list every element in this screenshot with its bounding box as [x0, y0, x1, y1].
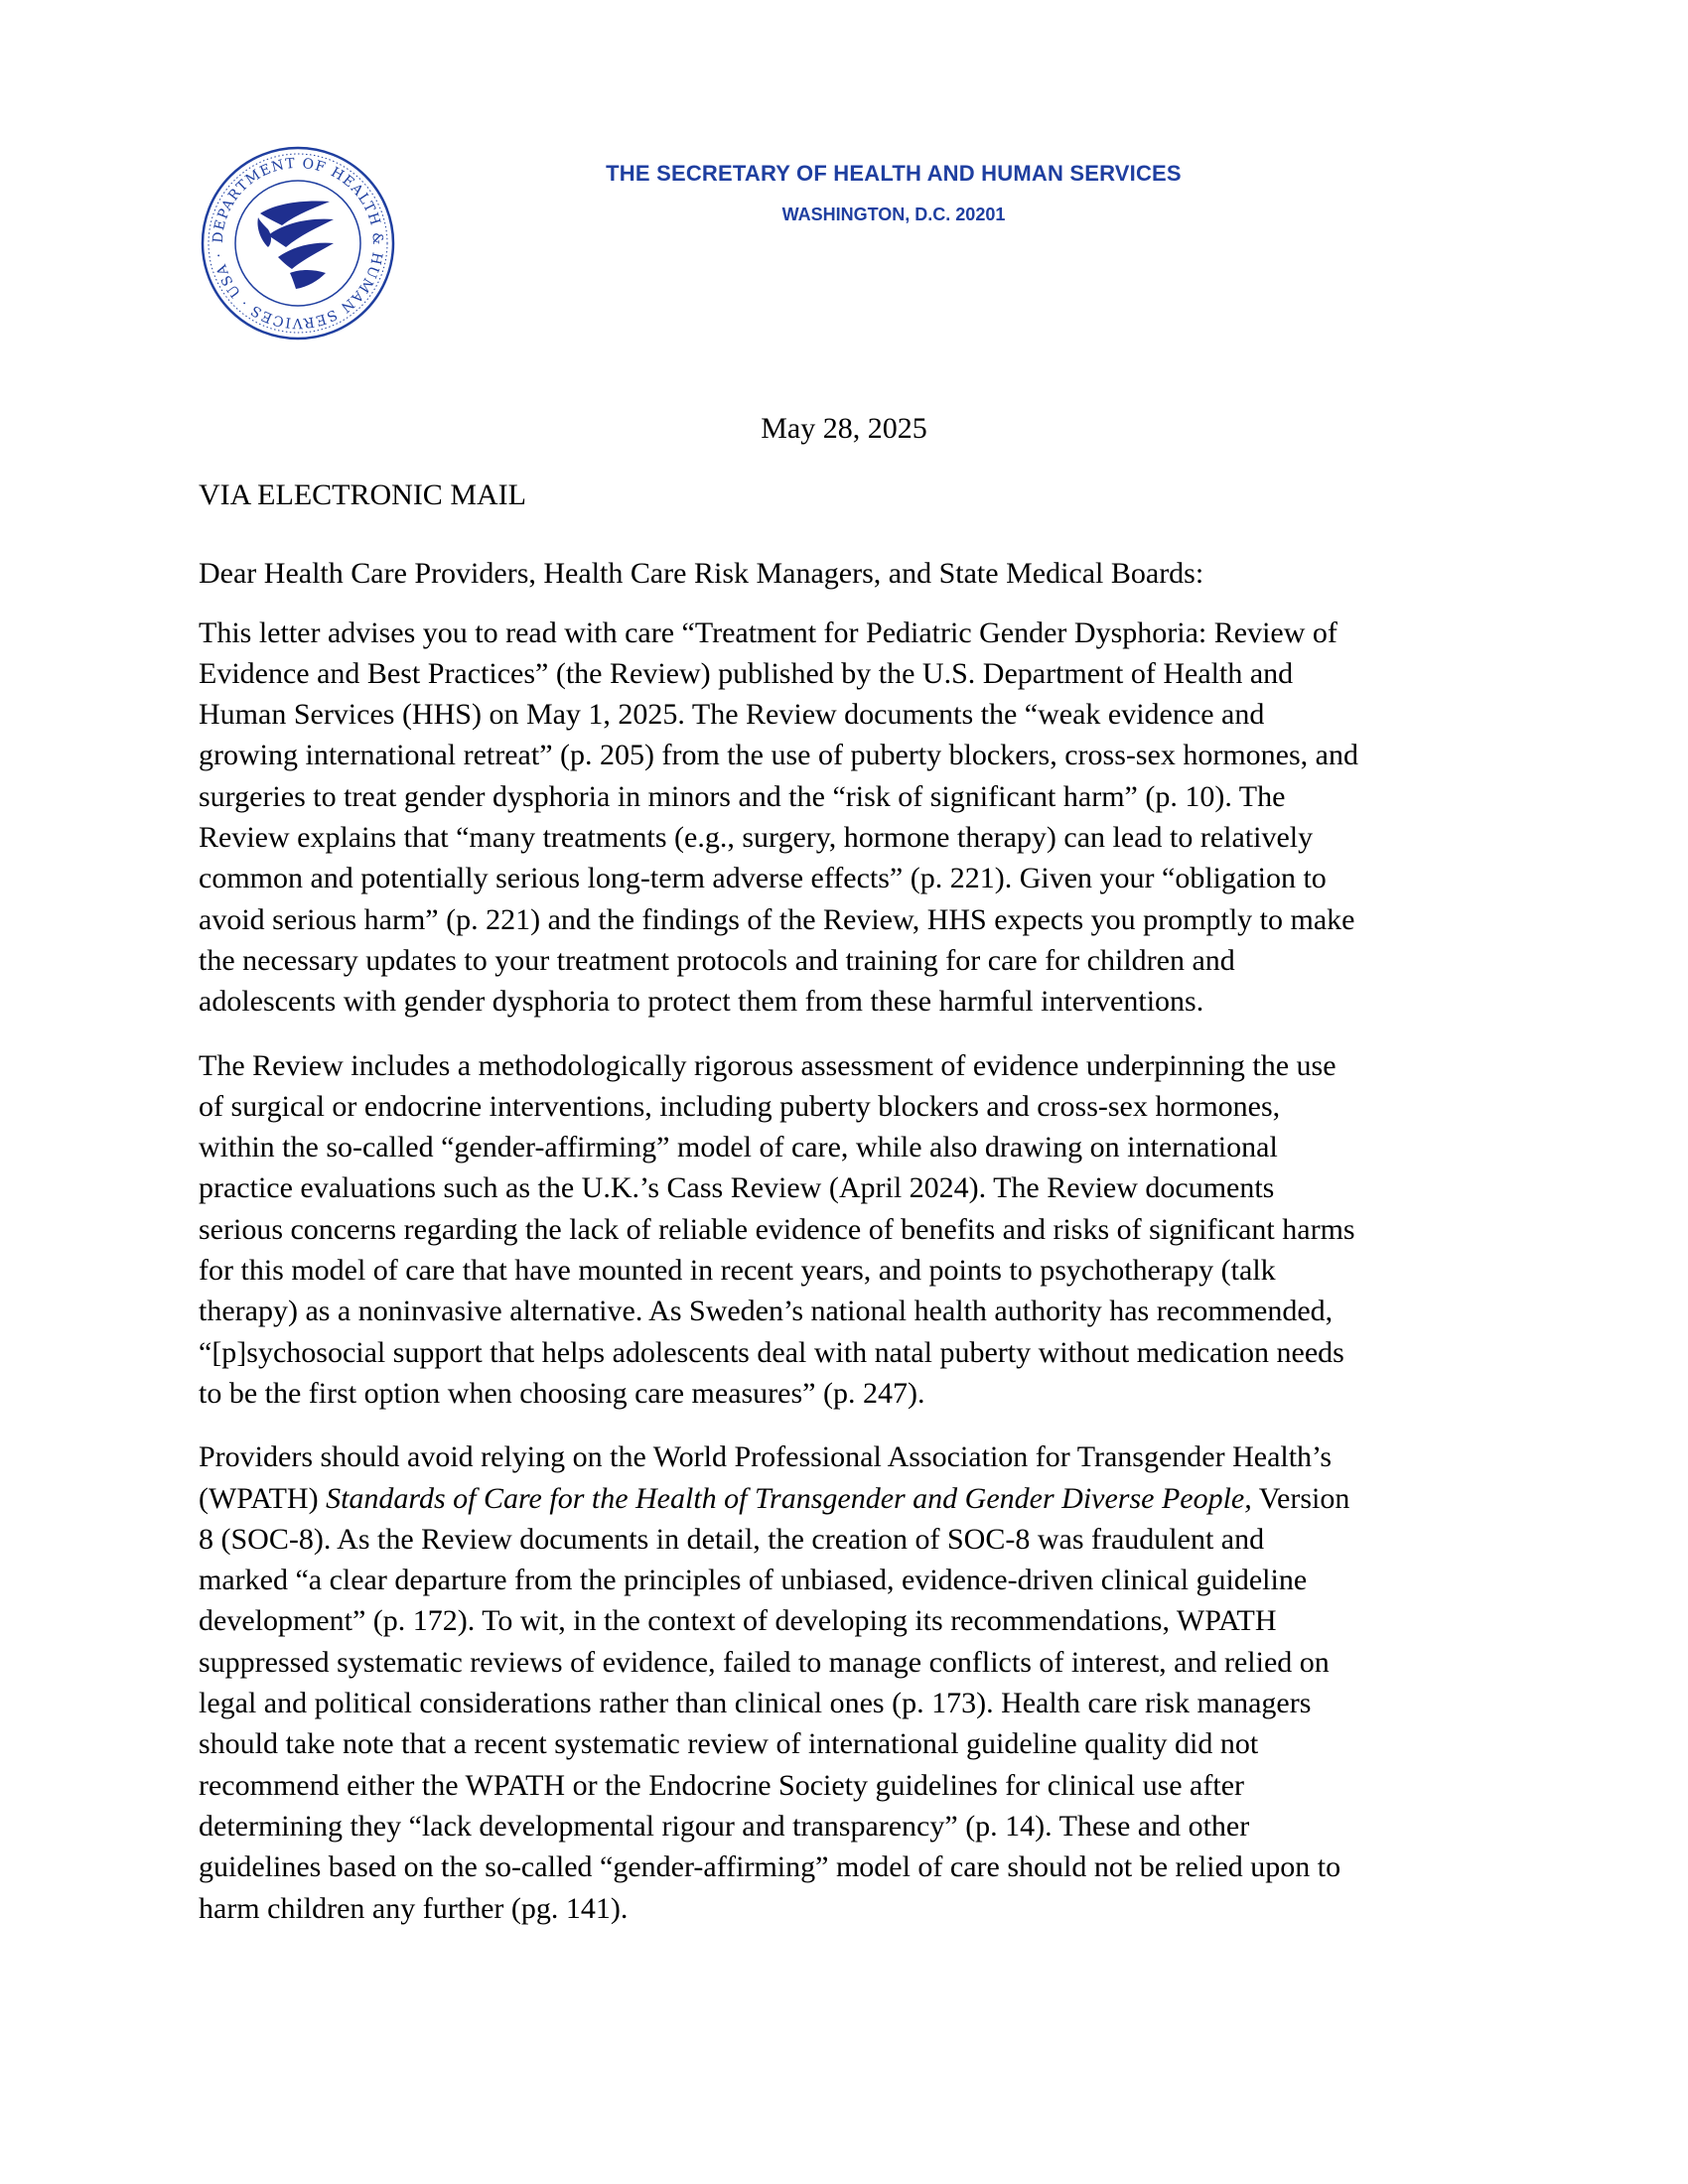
paragraph-line: Human Services (HHS) on May 1, 2025. The Review documents the “weak evidence and — [199, 698, 1265, 732]
paragraph-line: suppressed systematic reviews of evidence, failed to manage conflicts of interest, and relied on — [199, 1645, 1330, 1679]
paragraph-line: “[p]sychosocial support that helps adolescents deal with natal puberty without medication needs — [199, 1335, 1344, 1369]
soc8-title: Standards of Care for the Health of Transgender and Gender Diverse People, — [326, 1481, 1252, 1515]
delivery-method: VIA ELECTRONIC MAIL — [199, 478, 526, 511]
seal-ring-text: DEPARTMENT OF HEALTH & HUMAN SERVICES · USA · — [210, 155, 386, 332]
paragraph-line: marked “a clear departure from the principles of unbiased, evidence-driven clinical guideline — [199, 1564, 1308, 1597]
paragraph-line: should take note that a recent systematic review of international guideline quality did not — [199, 1727, 1259, 1761]
paragraph-line: determining they “lack developmental rigour and transparency” (p. 14). These and other — [199, 1809, 1250, 1843]
paragraph-line: development” (p. 172). To wit, in the context of developing its recommendations, WPATH — [199, 1604, 1277, 1638]
paragraph-line: recommend either the WPATH or the Endocrine Society guidelines for clinical use after — [199, 1768, 1245, 1802]
paragraph-line: harm children any further (pg. 141). — [199, 1891, 629, 1925]
paragraph-line: practice evaluations such as the U.K.’s Cass Review (April 2024). The Review documents — [199, 1171, 1275, 1205]
paragraph-2 — [199, 1045, 1499, 1415]
hhs-seal-icon — [199, 144, 397, 342]
paragraph-line: This letter advises you to read with care “Treatment for Pediatric Gender Dysphoria: Review of — [199, 615, 1337, 649]
paragraph-line: of surgical or endocrine interventions, including puberty blockers and cross-sex hormones, — [199, 1089, 1281, 1123]
paragraph-line: Providers should avoid relying on the World Professional Association for Transgender Health’s — [199, 1440, 1333, 1474]
paragraph-line: growing international retreat” (p. 205) from the use of puberty blockers, cross-sex hormones, and — [199, 739, 1358, 772]
paragraph-line: therapy) as a noninvasive alternative. As Sweden’s national health authority has recommended, — [199, 1295, 1334, 1328]
wpath-prefix: (WPATH) — [199, 1481, 327, 1515]
paragraph-line: guidelines based on the so-called “gender-affirming” model of care should not be relied upon to — [199, 1850, 1341, 1884]
letter-body — [199, 475, 1499, 1952]
paragraph-line: The Review includes a methodologically rigorous assessment of evidence underpinning the use — [199, 1048, 1336, 1082]
paragraph-3 — [199, 1436, 1499, 1929]
letter-date: May 28, 2025 — [761, 412, 927, 445]
paragraph-line: surgeries to treat gender dysphoria in minors and the “risk of significant harm” (p. 10). The — [199, 779, 1286, 813]
paragraph-1 — [199, 613, 1499, 1023]
paragraph-line: common and potentially serious long-term adverse effects” (p. 221). Given your “obligation to — [199, 862, 1327, 895]
version-suffix: Version — [1251, 1481, 1350, 1515]
paragraph-line: avoid serious harm” (p. 221) and the findings of the Review, HHS expects you promptly to make — [199, 902, 1355, 936]
paragraph-line: Review explains that “many treatments (e.g., surgery, hormone therapy) can lead to relatively — [199, 821, 1314, 855]
paragraph-line: legal and political considerations rather than clinical ones (p. 173). Health care risk managers — [199, 1687, 1312, 1720]
paragraph-line: serious concerns regarding the lack of reliable evidence of benefits and risks of significant harms — [199, 1212, 1355, 1246]
paragraph-line: to be the first option when choosing care measures” (p. 247). — [199, 1376, 925, 1410]
paragraph-line: for this model of care that have mounted in recent years, and points to psychotherapy (talk — [199, 1254, 1276, 1288]
paragraph-line: the necessary updates to your treatment protocols and training for care for children and — [199, 943, 1235, 977]
salutation: Dear Health Care Providers, Health Care Risk Managers, and State Medical Boards: — [199, 557, 1204, 591]
paragraph-line: within the so-called “gender-affirming” model of care, while also drawing on international — [199, 1131, 1278, 1164]
letterhead — [496, 161, 1291, 225]
paragraph-line — [199, 1478, 1499, 1519]
letterhead-location: WASHINGTON, D.C. 20201 — [781, 205, 1006, 224]
paragraph-line: adolescents with gender dysphoria to protect them from these harmful interventions. — [199, 985, 1204, 1019]
letterhead-title: THE SECRETARY OF HEALTH AND HUMAN SERVICES — [606, 161, 1182, 186]
paragraph-line: Evidence and Best Practices” (the Review) published by the U.S. Department of Health and — [199, 656, 1294, 690]
paragraph-line: 8 (SOC-8). As the Review documents in detail, the creation of SOC-8 was fraudulent and — [199, 1522, 1265, 1556]
